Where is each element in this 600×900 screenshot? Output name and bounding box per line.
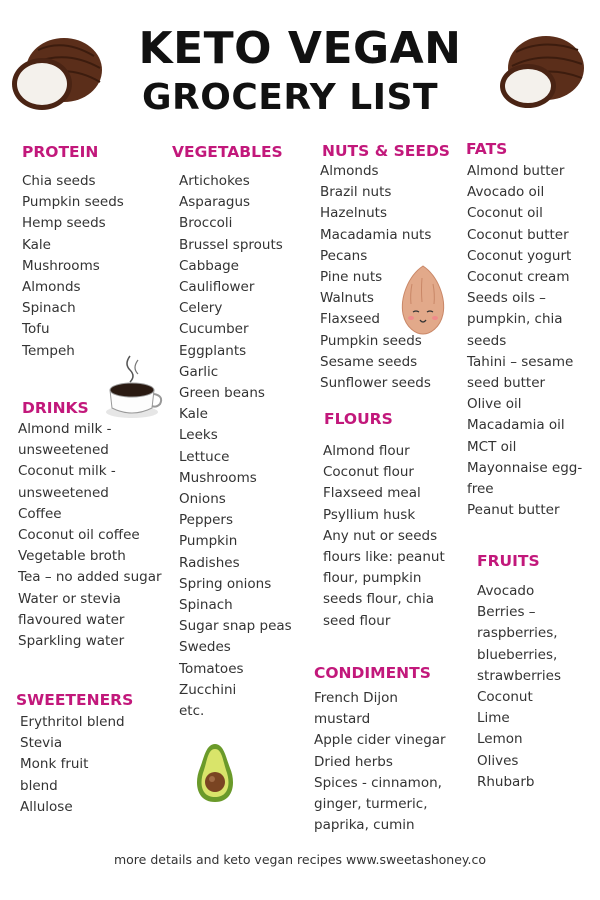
list-item: Leeks: [179, 427, 218, 444]
coffee-cup-icon: [104, 354, 164, 424]
list-item: Cucumber: [179, 321, 249, 338]
list-item: seeds flour, chia: [323, 591, 434, 608]
list-item: strawberries: [477, 667, 562, 684]
list-item: Seeds oils –: [467, 290, 546, 307]
list-item: Asparagus: [179, 194, 251, 211]
list-item: Coffee: [18, 505, 62, 522]
flours-list: [323, 441, 445, 632]
list-item: Lettuce: [179, 448, 230, 465]
list-item: Eggplants: [179, 342, 247, 359]
list-item: unsweetened: [18, 484, 109, 501]
fruits-list: [477, 581, 561, 793]
list-item: blend: [20, 777, 58, 794]
list-item: Swedes: [179, 639, 231, 656]
almond-character-icon: [398, 264, 448, 340]
vegetables-heading: VEGETABLES: [172, 143, 283, 161]
list-item: Kale: [22, 236, 51, 253]
list-item: Macadamia oil: [467, 417, 565, 434]
list-item: Vegetable broth: [18, 548, 126, 565]
list-item: Tahini – sesame: [467, 353, 574, 370]
list-item: Coconut milk -: [18, 463, 116, 480]
list-item: Coconut oil coffee: [18, 527, 140, 544]
list-item: Apple cider vinegar: [314, 732, 446, 749]
list-item: Tomatoes: [179, 660, 244, 677]
list-item: Peppers: [179, 512, 233, 529]
list-item: seeds: [467, 332, 507, 349]
list-item: flavoured water: [18, 611, 125, 628]
list-item: free: [467, 481, 494, 498]
sweeteners-list: [20, 712, 125, 818]
list-item: Spinach: [22, 300, 76, 317]
list-item: Pumpkin seeds: [320, 332, 422, 349]
list-item: Flaxseed meal: [323, 485, 421, 502]
list-item: Almonds: [22, 279, 81, 296]
drinks-heading: DRINKS: [22, 399, 89, 417]
avocado-icon: [192, 742, 238, 808]
list-item: Coconut oil: [467, 205, 543, 222]
list-item: Hazelnuts: [320, 205, 388, 222]
list-item: Macadamia nuts: [320, 226, 432, 243]
list-item: Pumpkin: [179, 533, 238, 550]
list-item: Dried herbs: [314, 753, 393, 770]
list-item: mustard: [314, 711, 371, 728]
list-item: flour, pumpkin: [323, 570, 422, 587]
list-item: Zucchini: [179, 681, 237, 698]
list-item: Rhubarb: [477, 773, 535, 790]
list-item: Avocado oil: [467, 184, 545, 201]
list-item: Garlic: [179, 363, 219, 380]
list-item: unsweetened: [18, 442, 109, 459]
coconut-icon: [494, 30, 590, 112]
list-item: Mushrooms: [22, 257, 100, 274]
vegetables-list: [179, 171, 292, 722]
list-item: Spinach: [179, 597, 233, 614]
list-item: Almonds: [320, 163, 379, 179]
list-item: French Dijon: [314, 690, 398, 706]
list-item: Allulose: [20, 798, 73, 815]
list-item: Tempeh: [22, 342, 75, 359]
list-item: Brazil nuts: [320, 184, 392, 201]
list-item: Lemon: [477, 731, 523, 748]
list-item: Water or stevia: [18, 590, 121, 607]
list-item: raspberries,: [477, 625, 558, 642]
condiments-heading: CONDIMENTS: [314, 664, 431, 682]
list-item: seed flour: [323, 612, 391, 629]
list-item: Olive oil: [467, 396, 522, 413]
coconut-icon: [8, 32, 104, 114]
list-item: Any nut or seeds: [323, 527, 438, 544]
list-item: Kale: [179, 406, 208, 423]
list-item: Coconut yogurt: [467, 247, 572, 264]
list-item: Mushrooms: [179, 469, 257, 486]
list-item: Sunflower seeds: [320, 375, 431, 392]
drinks-list: [18, 419, 162, 652]
list-item: flours like: peanut: [323, 549, 445, 566]
list-item: Avocado: [477, 583, 535, 599]
list-item: Almond flour: [323, 443, 410, 459]
list-item: Mayonnaise egg-: [467, 459, 583, 476]
list-item: Erythritol blend: [20, 714, 125, 730]
list-item: Sugar snap peas: [179, 618, 292, 635]
list-item: Cauliflower: [179, 279, 255, 296]
list-item: Chia seeds: [22, 173, 96, 189]
list-item: Monk fruit: [20, 756, 89, 773]
list-item: Coconut butter: [467, 226, 569, 243]
list-item: Pumpkin seeds: [22, 194, 124, 211]
list-item: Coconut flour: [323, 464, 414, 481]
list-item: Almond butter: [467, 163, 565, 179]
list-item: Tea – no added sugar: [18, 569, 162, 586]
list-item: pumpkin, chia: [467, 311, 563, 328]
list-item: Artichokes: [179, 173, 250, 189]
list-item: ginger, turmeric,: [314, 796, 428, 813]
footer-credit: more details and keto vegan recipes www.sweetashoney.co: [113, 852, 487, 867]
list-item: Psyllium husk: [323, 506, 416, 523]
list-item: Spices - cinnamon,: [314, 774, 442, 791]
list-item: Hemp seeds: [22, 215, 106, 232]
list-item: Lime: [477, 710, 510, 727]
condiments-list: [314, 688, 446, 836]
list-item: Brussel sprouts: [179, 236, 283, 253]
list-item: Flaxseed: [320, 311, 380, 328]
list-item: Berries –: [477, 604, 536, 621]
list-item: Onions: [179, 491, 226, 508]
list-item: Broccoli: [179, 215, 233, 232]
list-item: etc.: [179, 703, 205, 720]
nuts-seeds-heading: NUTS & SEEDS: [322, 142, 450, 160]
list-item: Coconut: [477, 689, 533, 706]
list-item: Tofu: [22, 321, 50, 338]
list-item: blueberries,: [477, 646, 558, 663]
protein-heading: PROTEIN: [22, 143, 99, 161]
list-item: Walnuts: [320, 290, 374, 307]
title-line-1: KETO VEGAN: [138, 23, 462, 74]
sweeteners-heading: SWEETENERS: [16, 691, 134, 709]
fats-heading: FATS: [466, 140, 508, 158]
list-item: Pecans: [320, 247, 368, 264]
list-item: Radishes: [179, 554, 240, 571]
flours-heading: FLOURS: [324, 410, 393, 428]
list-item: Cabbage: [179, 257, 239, 274]
list-item: Sesame seeds: [320, 353, 418, 370]
list-item: Almond milk -: [18, 421, 112, 437]
list-item: Coconut cream: [467, 269, 570, 286]
list-item: Celery: [179, 300, 223, 317]
list-item: Pine nuts: [320, 269, 383, 286]
list-item: paprika, cumin: [314, 817, 415, 834]
list-item: seed butter: [467, 375, 546, 392]
list-item: Stevia: [20, 735, 63, 752]
list-item: Sparkling water: [18, 633, 125, 650]
list-item: Olives: [477, 752, 519, 769]
list-item: MCT oil: [467, 438, 517, 455]
fats-list: [467, 161, 582, 521]
list-item: Green beans: [179, 385, 265, 402]
fruits-heading: FRUITS: [477, 552, 540, 570]
protein-list: [22, 171, 124, 362]
list-item: Peanut butter: [467, 502, 560, 519]
list-item: Spring onions: [179, 575, 272, 592]
title-line-2: GROCERY LIST: [141, 77, 439, 118]
